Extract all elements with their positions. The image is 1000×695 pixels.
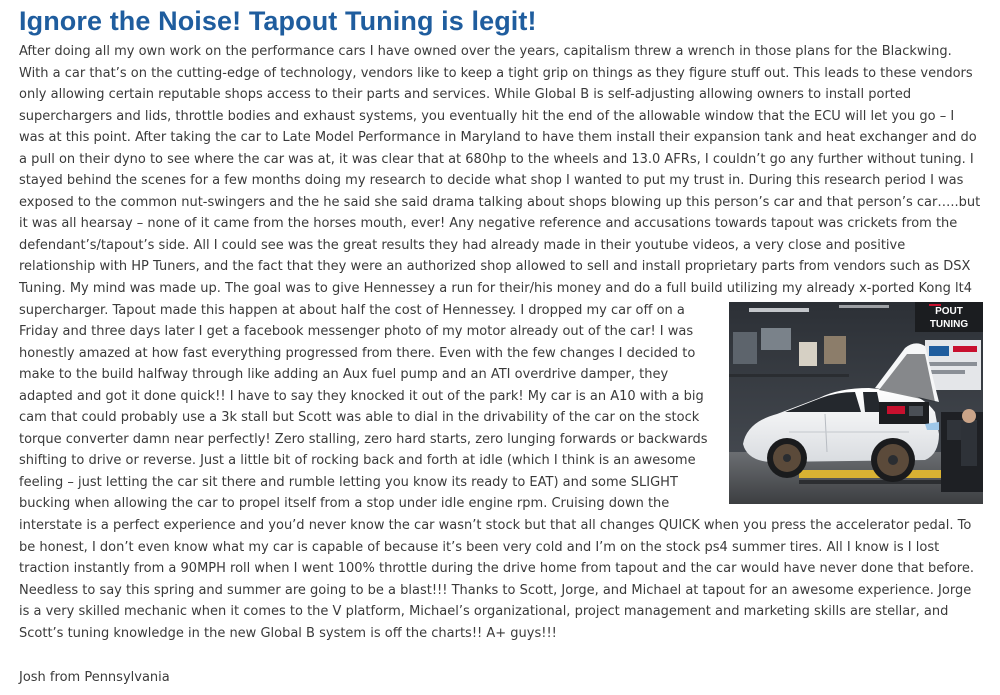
shop-sign-top: POUT — [935, 305, 963, 317]
car-photo — [729, 302, 983, 504]
car-photo-illustration — [729, 302, 983, 504]
testimonial-body-part2: I dropped my car off on a Friday and three days later I get a facebook messenger photo of my motor already out of the car! I was honestly amazed at how fast everything progressed from there. Even with the few changes I decided to make to the build halfway through like adding an Aux fuel pump and an ATI overdrive damper, they adapted and got it done quick!! I have to say they knocked it out of the park! My car is an A10 with a big cam that could probably use a 3k stall but Scott was able to dial in the drivability of the car on the stock torque converter damn near perfectly! Zero stalling, zero hard starts, zero lunging forwards or backwards shifting to drive or reverse. Just a little bit of rocking back and forth at idle (which I think is an awesome feeling – just letting the car sit there and rumble letting you know its ready to EAT) and some SLIGHT bucking when allowing the car to propel itself from a stop under idle engine rpm. Cruising down the interstate is a perfect experience and you’d never know the car wasn’t stock but that all changes QUICK when you press the accelerator pedal. To be honest, I don’t even know what my car is capable of because it’s been very cold and I’m on the stock ps4 summer tires. All I know is I lost traction instantly from a 90MPH roll when I went 100% throttle during the drive home from tapout and the car would have never done that before. Needless to say this spring and summer are going to be a blast!!! Thanks to Scott, Jorge, and Michael at tapout for an awesome experience. Jorge is a very skilled mechanic when it comes to the V platform, Michael’s organizational, project management and marketing skills are stellar, and Scott’s tuning knowledge in the new Global B system is off the charts!! A+ guys!!! — [19, 302, 974, 641]
shop-sign-text: TUNING — [929, 318, 969, 330]
testimonial-body — [19, 41, 982, 644]
testimonial-body-part1: After doing all my own work on the performance cars I have owned over the years, capitalism threw a wrench in those plans for the Blackwing. With a car that’s on the cutting-edge of technology, vendors like to keep a tight grip on things as they figure stuff out. This leads to these vendors only allowing certain reputable shops access to their parts and services. While Global B is self-adjusting allowing owners to install ported superchargers and lids, throttle bodies and exhaust systems, you eventually hit the end of the allowable window that the ECU will let you go – I was at this point. After taking the car to Late Model Performance in Maryland to have them install their expansion tank and heat exchanger and do a pull on their dyno to see where the car was at, it was clear that at 680hp to the wheels and 13.0 AFRs, I couldn’t go any further without tuning. I stayed behind the scenes for a few months doing my research to decide what shop I wanted to put my trust in. During this research period I was exposed to the common nut-swingers and the he said she said drama talking about shops blowing up this person’s car and that person’s car…..but it was all hearsay – none of it came from the horses mouth, ever! Any negative reference and accusations towards tapout was crickets from the defendant’s/tapout’s side. All I could see was the great results they had already made in their youtube videos, a very close and positive relationship with HP Tuners, and the fact that they were an authorized shop allowed to sell and install proprietary parts from vendors such as DSX Tuning. My mind was made up. The goal was to give Hennessey a run for their/his money and do a full build utilizing my already x-ported Kong lt4 supercharger. Tapout made this happen at about half the cost of Hennessey. — [19, 44, 981, 318]
testimonial-title: Ignore the Noise! Tapout Tuning is legit! — [19, 6, 537, 36]
testimonial-signature: Josh from Pennsylvania — [19, 670, 170, 686]
